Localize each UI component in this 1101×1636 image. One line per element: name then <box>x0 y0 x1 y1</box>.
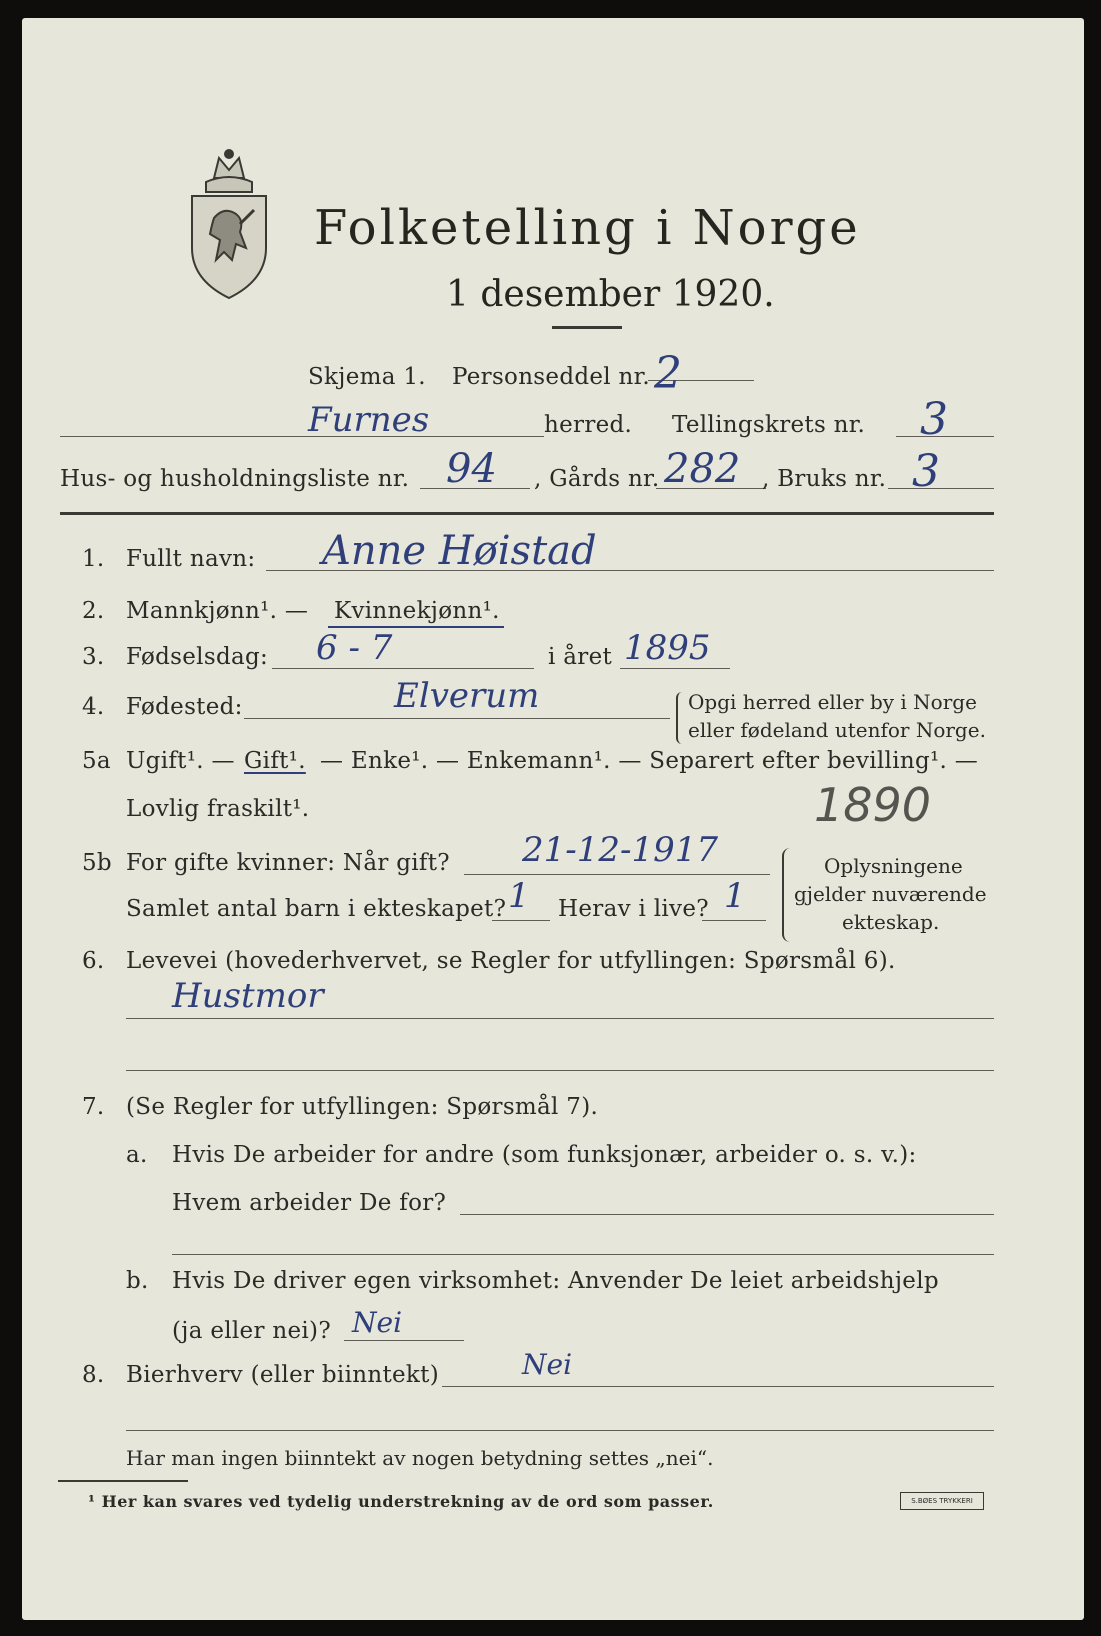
married-when-value: 21-12-1917 <box>522 830 719 870</box>
bruks-label: , Bruks nr. <box>762 466 887 492</box>
birth-year-label: i året <box>548 644 613 670</box>
printer-stamp: S.BØES TRYKKERI <box>900 1492 984 1510</box>
birth-year-field[interactable] <box>620 668 730 669</box>
q6-number: 6. <box>82 948 105 974</box>
gards-value: 282 <box>664 446 741 492</box>
hired-help-field[interactable] <box>344 1340 464 1341</box>
gender-female-option[interactable]: Kvinnekjønn¹. <box>334 598 500 624</box>
status-gift-option[interactable]: Gift¹. <box>244 748 306 774</box>
occupation-label: Levevei (hovederhvervet, se Regler for utfyllingen: Spørsmål 6). <box>126 948 896 974</box>
gender-male-option[interactable]: Mannkjønn¹. — <box>126 598 309 624</box>
employer-field-line1[interactable] <box>460 1214 994 1215</box>
pencil-annotation: 1890 <box>814 778 932 832</box>
children-alive-field[interactable] <box>702 920 766 921</box>
birthplace-note-line2: eller fødeland utenfor Norge. <box>688 718 986 742</box>
birthday-value: 6 - 7 <box>316 628 393 668</box>
footnote-rule <box>58 1480 188 1482</box>
occupation-field-line2[interactable] <box>126 1070 994 1071</box>
personseddel-label: Personseddel nr. <box>452 364 651 390</box>
birthplace-value: Elverum <box>394 676 540 716</box>
married-when-label: For gifte kvinner: Når gift? <box>126 850 450 876</box>
hired-help-label: (ja eller nei)? <box>172 1318 331 1344</box>
side-income-note: Har man ingen biinntekt av nogen betydning settes „nei“. <box>126 1446 714 1470</box>
form-title: Folketelling i Norge <box>314 200 861 256</box>
marriage-note-line1: Oplysningene <box>824 854 963 878</box>
q3-number: 3. <box>82 644 105 670</box>
q8-number: 8. <box>82 1362 105 1388</box>
norway-coat-of-arms-icon <box>184 148 274 300</box>
birthplace-note-line1: Opgi herred eller by i Norge <box>688 690 977 714</box>
birthday-field[interactable] <box>272 668 534 669</box>
q5b-number: 5b <box>82 850 112 876</box>
occupation-field-line1[interactable] <box>126 1018 994 1019</box>
children-count-value: 1 <box>508 876 530 916</box>
q3-label: Fødselsdag: <box>126 644 269 670</box>
children-count-label: Samlet antal barn i ekteskapet? <box>126 896 507 922</box>
tellingskrets-value: 3 <box>920 394 948 445</box>
tellingskrets-label: Tellingskrets nr. <box>672 412 866 438</box>
q1-number: 1. <box>82 546 105 572</box>
hus-label: Hus- og husholdningsliste nr. <box>60 466 410 492</box>
marriage-note-line2: gjelder nuværende <box>794 882 987 906</box>
side-income-field-line2[interactable] <box>126 1430 994 1431</box>
bruks-value: 3 <box>912 446 940 497</box>
marriage-note-line3: ekteskap. <box>842 910 940 934</box>
gards-label: , Gårds nr. <box>534 466 660 492</box>
employer-label: Hvem arbeider De for? <box>172 1190 447 1216</box>
marriage-note-brace <box>782 848 794 942</box>
hired-help-value: Nei <box>352 1306 403 1339</box>
status-other-options[interactable]: — Enke¹. — Enkemann¹. — Separert efter bevilling¹. — <box>320 748 979 774</box>
q7b-letter: b. <box>126 1268 149 1294</box>
side-income-value: Nei <box>522 1348 573 1381</box>
q7a-text: Hvis De arbeider for andre (som funksjonær, arbeider o. s. v.): <box>172 1142 917 1168</box>
q7-number: 7. <box>82 1094 105 1120</box>
bruks-field[interactable] <box>888 488 994 489</box>
herred-label: herred. <box>544 412 633 438</box>
hus-value: 94 <box>446 446 497 492</box>
census-form-sheet <box>22 18 1084 1620</box>
side-income-label: Bierhverv (eller biinntekt) <box>126 1362 439 1388</box>
children-count-field[interactable] <box>492 920 550 921</box>
q4-label: Fødested: <box>126 694 243 720</box>
married-when-field[interactable] <box>464 874 770 875</box>
q5a-number: 5a <box>82 748 111 774</box>
status-ugift-option[interactable]: Ugift¹. — <box>126 748 235 774</box>
header-separator <box>60 512 994 515</box>
q4-number: 4. <box>82 694 105 720</box>
q2-number: 2. <box>82 598 105 624</box>
census-date: 1 desember 1920. <box>446 274 775 315</box>
children-alive-value: 1 <box>724 876 746 916</box>
birthplace-field[interactable] <box>244 718 670 719</box>
side-income-field-line1[interactable] <box>442 1386 994 1387</box>
q7a-letter: a. <box>126 1142 148 1168</box>
q7b-text: Hvis De driver egen virksomhet: Anvender De leiet arbeidshjelp <box>172 1268 939 1294</box>
footnote: ¹ Her kan svares ved tydelig understrekning av de ord som passer. <box>88 1492 714 1511</box>
status-fraskilt-option[interactable]: Lovlig fraskilt¹. <box>126 796 310 822</box>
q1-label: Fullt navn: <box>126 546 256 572</box>
occupation-value: Hustmor <box>172 976 324 1016</box>
herred-value: Furnes <box>308 400 430 440</box>
q7-label: (Se Regler for utfyllingen: Spørsmål 7). <box>126 1094 599 1120</box>
birthplace-note-brace <box>676 692 686 744</box>
employer-field-line2[interactable] <box>172 1254 994 1255</box>
children-alive-label: Herav i live? <box>558 896 709 922</box>
full-name-value: Anne Høistad <box>322 528 597 574</box>
birth-year-value: 1895 <box>624 628 711 668</box>
personseddel-value: 2 <box>654 348 682 399</box>
skjema-label: Skjema 1. <box>308 364 426 390</box>
herred-field[interactable] <box>60 436 544 437</box>
title-divider <box>552 326 622 329</box>
